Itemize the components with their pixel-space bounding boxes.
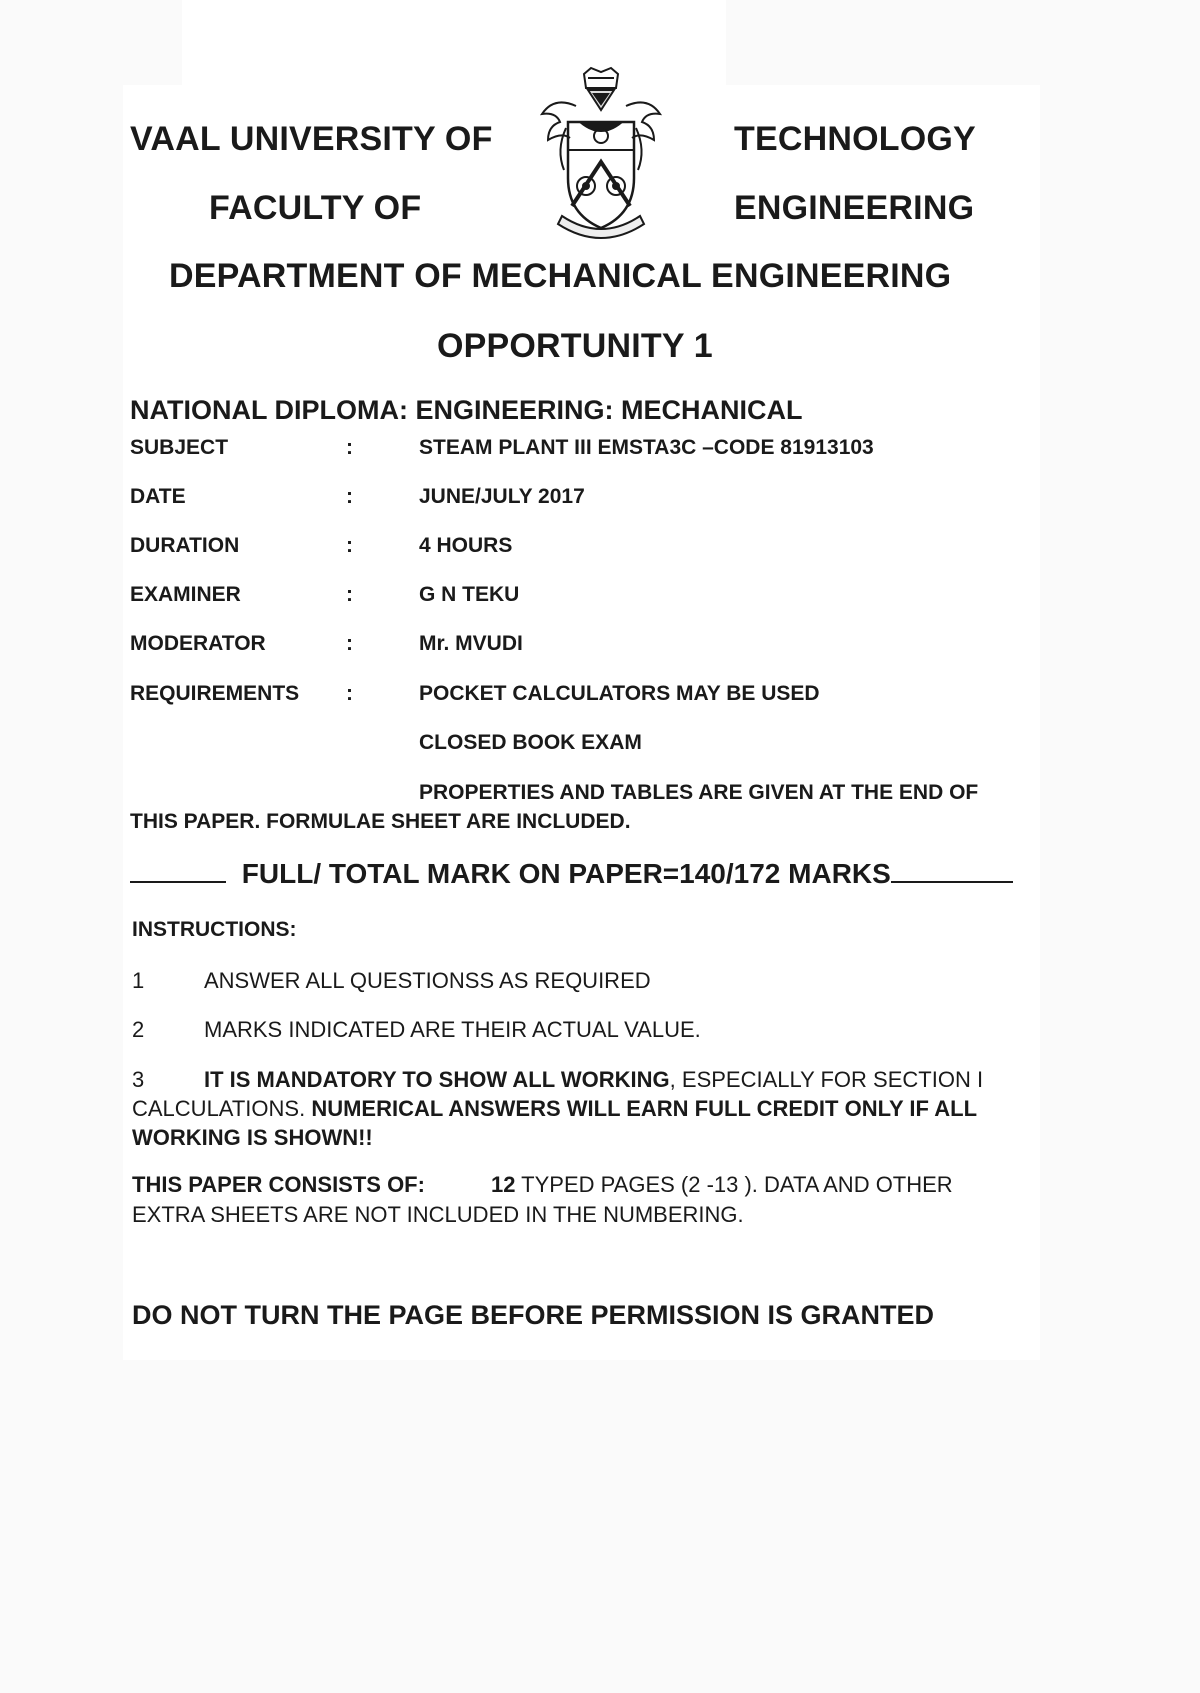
opportunity-title: OPPORTUNITY 1 xyxy=(437,327,713,365)
detail-label: REQUIREMENTS xyxy=(130,682,300,705)
detail-colon: : xyxy=(346,632,353,655)
detail-value: 4 HOURS xyxy=(419,534,513,557)
full-mark-text: FULL/ TOTAL MARK ON PAPER=140/172 MARKS xyxy=(241,858,891,889)
instruction-text-line3: WORKING IS SHOWN!! xyxy=(132,1125,373,1150)
university-name-right: TECHNOLOGY xyxy=(734,120,976,158)
requirement-properties-line2: THIS PAPER. FORMULAE SHEET ARE INCLUDED. xyxy=(130,810,631,833)
detail-colon: : xyxy=(346,485,353,508)
detail-value: Mr. MVUDI xyxy=(419,632,523,655)
instruction-text-line1: IT IS MANDATORY TO SHOW ALL WORKING, ESPECIALLY FOR SECTION I xyxy=(204,1067,984,1092)
detail-value: POCKET CALCULATORS MAY BE USED xyxy=(419,682,820,705)
final-notice: DO NOT TURN THE PAGE BEFORE PERMISSION IS GRANTED xyxy=(132,1300,935,1330)
detail-label: SUBJECT xyxy=(130,436,229,459)
detail-value: JUNE/JULY 2017 xyxy=(419,485,585,508)
detail-colon: : xyxy=(346,583,353,606)
instruction-text: ANSWER ALL QUESTIONSS AS REQUIRED xyxy=(204,968,651,993)
detail-label: MODERATOR xyxy=(130,632,266,655)
detail-colon: : xyxy=(346,682,353,705)
instructions-heading: INSTRUCTIONS: xyxy=(132,918,297,941)
paper-consists-line1: THIS PAPER CONSISTS OF: 12 TYPED PAGES (2 -13 ). DATA AND OTHER xyxy=(132,1172,953,1197)
detail-colon: : xyxy=(346,436,353,459)
faculty-right: ENGINEERING xyxy=(734,189,975,227)
instruction-number: 1 xyxy=(132,968,145,993)
detail-value: G N TEKU xyxy=(419,583,520,606)
underline-left xyxy=(130,881,226,883)
instruction-text: MARKS INDICATED ARE THEIR ACTUAL VALUE. xyxy=(204,1017,701,1042)
department-title: DEPARTMENT OF MECHANICAL ENGINEERING xyxy=(169,257,952,295)
underline-right xyxy=(891,881,1013,883)
faculty-left: FACULTY OF xyxy=(209,189,422,227)
full-mark-line xyxy=(130,858,1013,890)
instruction-text-line2: CALCULATIONS. NUMERICAL ANSWERS WILL EARN FULL CREDIT ONLY IF ALL xyxy=(132,1096,978,1121)
instruction-number: 3 xyxy=(132,1067,145,1092)
detail-value: STEAM PLANT III EMSTA3C –CODE 81913103 xyxy=(419,436,874,459)
instruction-number: 2 xyxy=(132,1017,145,1042)
university-crest-icon xyxy=(536,66,666,246)
programme-title: NATIONAL DIPLOMA: ENGINEERING: MECHANICAL xyxy=(130,395,803,425)
detail-colon: : xyxy=(346,534,353,557)
paper-consists-line2: EXTRA SHEETS ARE NOT INCLUDED IN THE NUMBERING. xyxy=(132,1202,744,1227)
detail-label: DURATION xyxy=(130,534,240,557)
detail-label: DATE xyxy=(130,485,186,508)
detail-label: EXAMINER xyxy=(130,583,241,606)
university-name-left: VAAL UNIVERSITY OF xyxy=(130,120,493,158)
